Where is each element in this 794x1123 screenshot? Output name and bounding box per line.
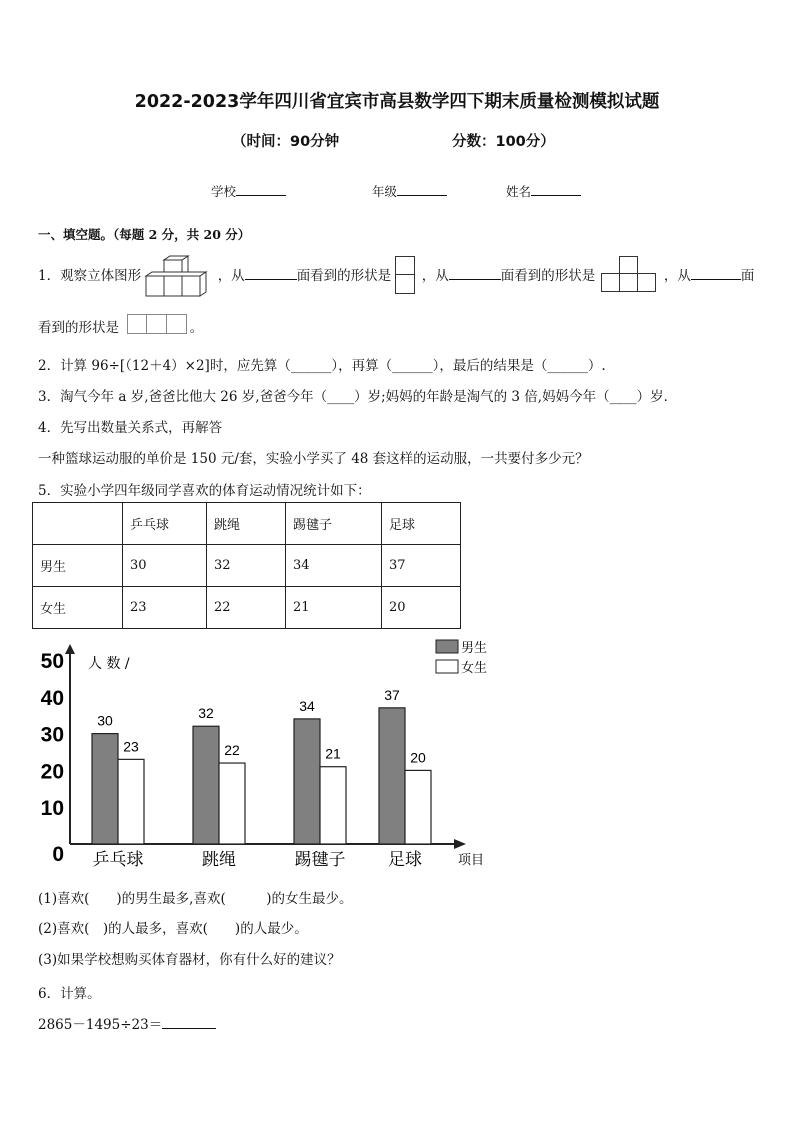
name-blank[interactable] <box>531 182 581 196</box>
stats-table <box>32 502 461 629</box>
category-label: 足球 <box>388 850 422 870</box>
bar-girls <box>219 763 245 844</box>
q1-blank3[interactable] <box>691 266 741 280</box>
bar-boys <box>92 734 118 844</box>
q4-body: 一种篮球运动服的单价是 150 元/套，实验小学买了 48 套这样的运动服，一共要付多少元？ <box>38 451 589 467</box>
q6-head: 6．计算。 <box>38 986 101 1002</box>
table-cell: 足球 <box>382 503 461 545</box>
q1-part5: 面看到的形状是 <box>500 268 596 284</box>
data-label-girls: 22 <box>224 742 240 759</box>
q5-sub2: (2)喜欢( )的人最多，喜欢( )的人最少。 <box>38 921 308 937</box>
legend-label-boys: 男生 <box>461 641 488 656</box>
data-label-boys: 34 <box>299 697 315 714</box>
table-cell: 女生 <box>33 587 123 629</box>
legend-label-girls: 女生 <box>461 661 488 676</box>
bar-girls <box>320 767 346 844</box>
y-tick-label: 20 <box>40 760 64 784</box>
table-row <box>33 503 461 545</box>
q1-part8: 看到的形状是 <box>38 320 119 336</box>
data-label-girls: 20 <box>410 749 426 766</box>
exam-score: 分数：100分） <box>452 134 555 150</box>
q4-head: 4．先写出数量关系式，再解答 <box>38 420 223 436</box>
q5-sub3: (3)如果学校想购买体育器材，你有什么好的建议？ <box>38 952 341 968</box>
name-field[interactable] <box>506 182 581 200</box>
view-shape-2 <box>601 256 657 292</box>
view-cell <box>395 256 415 275</box>
y-tick-label: 10 <box>40 797 64 821</box>
q6-expr: 2865－1495÷23＝ <box>38 1017 163 1033</box>
legend-swatch-boys <box>436 640 458 653</box>
table-cell: 34 <box>286 545 382 587</box>
view-cell <box>127 314 147 334</box>
q6-expr-line <box>38 1013 216 1033</box>
category-label: 跳绳 <box>202 850 236 870</box>
school-label: 学校 <box>211 184 237 199</box>
category-label: 乒乓球 <box>92 850 144 870</box>
table-cell: 22 <box>207 587 286 629</box>
grade-blank[interactable] <box>397 182 447 196</box>
y-tick-label: 40 <box>40 686 64 710</box>
view-cell <box>619 256 638 274</box>
table-cell: 21 <box>286 587 382 629</box>
table-cell: 20 <box>382 587 461 629</box>
q2-text: 2．计算 96÷[（12＋4）×2]时，应先算（______），再算（______），最后的结果是（______）. <box>38 358 606 374</box>
q5-head: 5．实验小学四年级同学喜欢的体育运动情况统计如下： <box>38 483 371 499</box>
table-cell: 32 <box>207 545 286 587</box>
y-tick-label: 30 <box>40 723 64 747</box>
q6-answer-blank[interactable] <box>162 1015 216 1029</box>
y-axis-arrow <box>65 644 75 654</box>
view-cell <box>395 274 415 294</box>
q1-part4: ，从 <box>421 268 449 284</box>
exam-time: （时间：90分钟 <box>232 134 340 150</box>
bar-boys <box>294 719 320 844</box>
q3-text: 3．淘气今年 a 岁,爸爸比他大 26 岁,爸爸今年（____）岁;妈妈的年龄是淘气的 3 倍,妈妈今年（____）岁． <box>38 389 678 405</box>
data-label-boys: 37 <box>384 686 400 703</box>
grade-field[interactable] <box>372 182 447 200</box>
table-cell: 37 <box>382 545 461 587</box>
x-axis-arrow <box>454 839 466 849</box>
table-cell: 踢毽子 <box>286 503 382 545</box>
view-cell <box>166 314 187 334</box>
data-label-girls: 23 <box>123 738 139 755</box>
q1-part7: 面 <box>740 268 755 284</box>
view-shape-3 <box>127 314 187 334</box>
category-label: 踢毽子 <box>294 850 346 870</box>
table-cell: 30 <box>123 545 207 587</box>
y-tick-label: 0 <box>52 843 64 866</box>
bar-chart <box>30 636 500 876</box>
data-label-boys: 32 <box>198 705 214 722</box>
q5-sub1: (1)喜欢( )的男生最多,喜欢( )的女生最少。 <box>38 891 353 907</box>
legend-swatch-girls <box>436 660 458 673</box>
school-blank[interactable] <box>236 182 286 196</box>
x-axis-label: 项目 <box>458 853 485 868</box>
view-cell <box>637 273 656 292</box>
view-shape-1 <box>395 256 415 294</box>
page-title: 2022-2023学年四川省宜宾市高县数学四下期末质量检测模拟试题 <box>134 92 660 112</box>
q1-blank1[interactable] <box>245 266 297 280</box>
table-cell: 男生 <box>33 545 123 587</box>
table-row <box>33 587 461 629</box>
chart-bars <box>92 708 431 844</box>
q1-blank2[interactable] <box>449 266 501 280</box>
q1-part6: ，从 <box>663 268 691 284</box>
q1-part9: 。 <box>189 320 204 336</box>
view-cell <box>619 273 638 292</box>
table-cell: 23 <box>123 587 207 629</box>
table-cell: 跳绳 <box>207 503 286 545</box>
solid-figure <box>142 252 212 300</box>
view-cell <box>146 314 167 334</box>
q1-part3: 面看到的形状是 <box>296 268 392 284</box>
bar-girls <box>405 770 431 844</box>
name-label: 姓名 <box>506 184 532 199</box>
bar-boys <box>193 726 219 844</box>
bar-boys <box>379 708 405 844</box>
bar-girls <box>118 759 144 844</box>
data-label-boys: 30 <box>97 712 113 729</box>
grade-label: 年级 <box>372 184 398 199</box>
q1-part1: 1．观察立体图形 <box>38 268 142 284</box>
view-cell <box>601 273 620 292</box>
data-label-girls: 21 <box>325 745 341 762</box>
table-cell: 乒乓球 <box>123 503 207 545</box>
section-heading: 一、填空题。（每题 2 分，共 20 分） <box>38 227 251 242</box>
table-row <box>33 545 461 587</box>
table-cell <box>33 503 123 545</box>
y-tick-label: 50 <box>40 650 64 673</box>
q1-part2: ，从 <box>217 268 245 284</box>
school-field[interactable] <box>211 182 286 200</box>
y-axis-label: 人 数 / <box>88 656 130 672</box>
